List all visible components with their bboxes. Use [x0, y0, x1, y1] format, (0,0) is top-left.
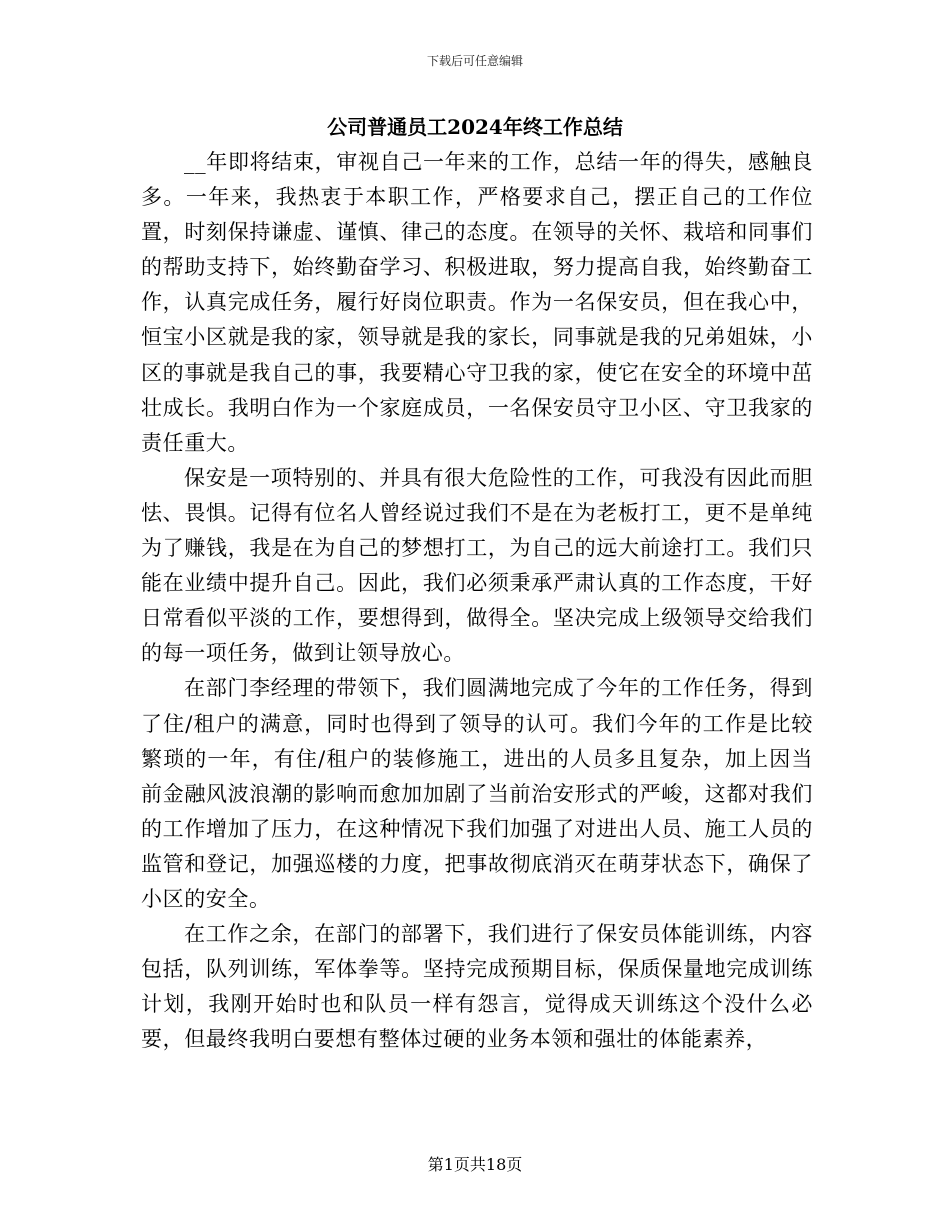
header-note: 下载后可任意编辑: [426, 54, 523, 68]
document-body: [141, 145, 813, 1057]
paragraph: __年即将结束，审视自己一年来的工作，总结一年的得失，感触良多。一年来，我热衷于本职工作，严格要求自己，摆正自己的工作位置，时刻保持谦虚、谨慎、律己的态度。在领导的关怀、栽培和同事们的帮助支持下，始终勤奋学习、积极进取，努力提高自我，始终勤奋工作，认真完成任务，履行好岗位职责。作为一名保安员，但在我心中，恒宝小区就是我的家，领导就是我的家长，同事就是我的兄弟姐妹，小区的事就是我自己的事，我要精心守卫我的家，使它在安全的环境中茁壮成长。我明白作为一个家庭成员，一名保安员守卫小区、守卫我家的责任重大。: [141, 150, 813, 455]
paragraph: 保安是一项特别的、并具有很大危险性的工作，可我没有因此而胆怯、畏惧。记得有位名人曾经说过我们不是在为老板打工，更不是单纯为了赚钱，我是在为自己的梦想打工，为自己的远大前途打工。我们只能在业绩中提升自己。因此，我们必须秉承严肃认真的工作态度，干好日常看似平淡的工作，要想得到，做得全。坚决完成上级领导交给我们的每一项任务，做到让领导放心。: [141, 465, 813, 666]
paragraph: 在工作之余，在部门的部署下，我们进行了保安员体能训练，内容包括，队列训练，军体拳等。坚持完成预期目标，保质保量地完成训练计划，我刚开始时也和队员一样有怨言，觉得成天训练这个没什么必要，但最终我明白要想有整体过硬的业务本领和强壮的体能素养，: [141, 922, 813, 1052]
page-number-footer: 第1页共18页: [427, 1155, 523, 1174]
paragraph: 在部门李经理的带领下，我们圆满地完成了今年的工作任务，得到了住/租户的满意，同时也得到了领导的认可。我们今年的工作是比较繁琐的一年，有住/租户的装修施工，进出的人员多且复杂，加上因当前金融风波浪潮的影响而愈加加剧了当前治安形式的严峻，这都对我们的工作增加了压力，在这种情况下我们加强了对进出人员、施工人员的监管和登记，加强巡楼的力度，把事故彻底消灭在萌芽状态下，确保了小区的安全。: [141, 676, 813, 911]
document-title: 公司普通员工2024年终工作总结: [327, 115, 623, 139]
